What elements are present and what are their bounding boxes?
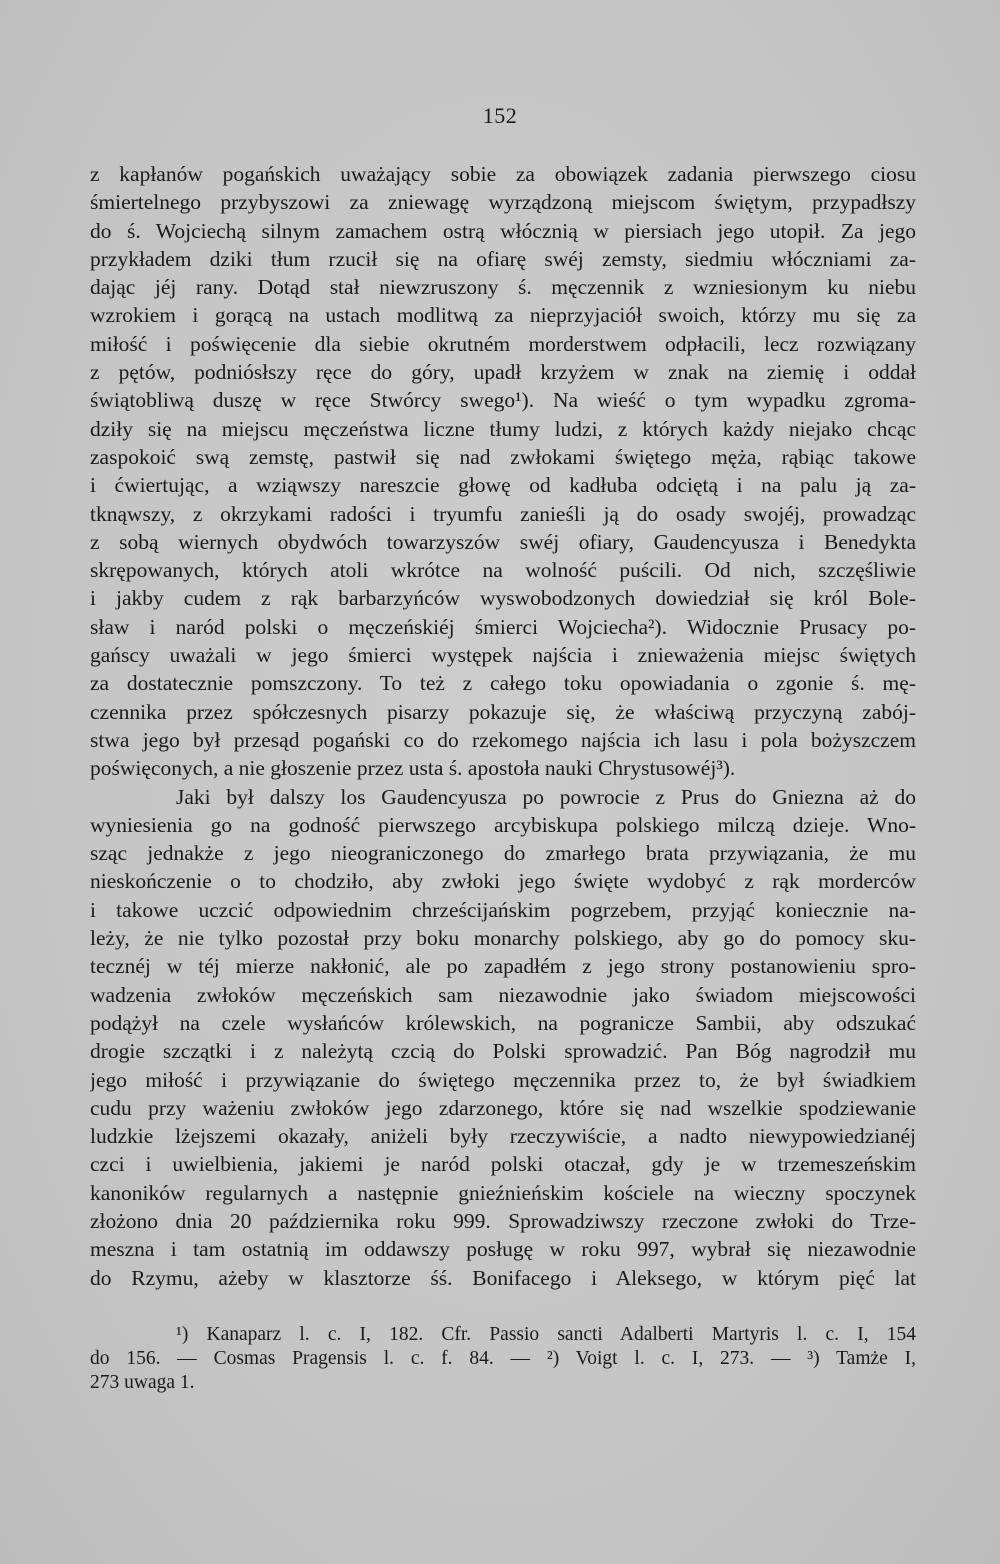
text-line: czci i uwielbienia, jakiemi je naród polski otaczał, gdy je w trzemeszeńskim: [90, 1152, 916, 1177]
text-line: do ś. Wojciechą silnym zamachem ostrą włócznią w piersiach jego utopił. Za jego: [90, 218, 916, 243]
text-line: skrępowanych, których atoli wkrótce na wolność puścili. Od nich, szczęśliwie: [90, 558, 916, 583]
text-line: sław i naród polski o męczeńskiéj śmierci Wojciecha²). Widocznie Prusacy po-: [90, 614, 916, 639]
text-line: dając jéj rany. Dotąd stał niewzruszony ś. męczennik z wzniesionym ku niebu: [90, 275, 916, 300]
text-line: świątobliwą duszę w ręce Stwórcy swego¹). Na wieść o tym wypadku zgroma-: [90, 388, 916, 413]
text-line: sząc jednakże z jego nieograniczonego do zmarłego brata przywiązania, że mu: [90, 841, 916, 866]
body-text: [90, 160, 916, 1292]
page-number: 152: [482, 103, 518, 128]
text-line: jego miłość i przywiązanie do świętego męczennika przez to, że był świadkiem: [90, 1067, 916, 1092]
text-line: do Rzymu, ażeby w klasztorze śś. Bonifacego i Aleksego, w którym pięć lat: [90, 1265, 916, 1290]
text-line: miłość i poświęcenie dla siebie okrutném morderstwem odpłacili, lecz rozwiązany: [90, 331, 916, 356]
text-line: przykładem dziki tłum rzucił się na ofiarę swéj zemsty, siedmiu włóczniami za-: [90, 246, 916, 271]
text-line: gańscy uważali w jego śmierci występek najścia i znieważenia miejsc świętych: [90, 643, 916, 668]
text-line: tecznéj w téj mierze nakłonić, ale po zapadłém z jego strony postanowieniu spro-: [90, 954, 916, 979]
text-line: z kapłanów pogańskich uważający sobie za obowiązek zadania pierwszego ciosu: [90, 162, 916, 186]
text-line: podążył na czele wysłańców królewskich, na pogranicze Sambii, aby odszukać: [90, 1010, 916, 1035]
footnote-line: do 156. — Cosmas Pragensis l. c. f. 84. — ²) Voigt l. c. I, 273. — ³) Tamże I,: [90, 1348, 916, 1369]
text-line: nieskończenie o to chodziło, aby zwłoki jego święte wydobyć z rąk morderców: [90, 869, 916, 894]
text-line: wyniesienia go na godność pierwszego arcybiskupa polskiego milczą dzieje. Wno-: [90, 812, 916, 837]
text-line: z sobą wiernych obydwóch towarzyszów swéj ofiary, Gaudencyusza i Benedykta: [90, 529, 916, 554]
text-line: tknąwszy, z okrzykami radości i tryumfu zanieśli ją do osady swojéj, prowadząc: [90, 501, 916, 526]
text-line: czennika przez spółczesnych pisarzy pokazuje się, że właściwą przyczyną zabój-: [90, 699, 916, 724]
text-line: cudu przy ważeniu zwłoków jego zdarzonego, które się nad wszelkie spodziewanie: [90, 1095, 916, 1120]
text-line: dziły się na miejscu męczeństwa liczne tłumy ludzi, z których każdy niejako chcąc: [90, 416, 916, 441]
text-line: poświęconych, a nie głoszenie przez usta ś. apostoła nauki Chrystusowéj³).: [90, 756, 736, 781]
text-line: śmiertelnego przybyszowi za zniewagę wyrządzoną miejscom świętym, przypadłszy: [90, 190, 916, 215]
text-line: zaspokoić swą zemstę, pastwił się nad zwłokami świętego męża, rąbiąc takowe: [90, 444, 916, 469]
text-line: złożono dnia 20 października roku 999. Sprowadziwszy rzeczone zwłoki do Trze-: [90, 1208, 916, 1233]
text-line: drogie szczątki i z należytą czcią do Polski sprowadzić. Pan Bóg nagrodził mu: [90, 1039, 916, 1064]
text-line: wadzenia zwłoków męczeńskich sam niezawodnie jako świadom miejscowości: [90, 982, 916, 1007]
text-line: i takowe uczcić odpowiednim chrześcijańskim pogrzebem, przyjąć koniecznie na-: [90, 897, 916, 922]
text-line: Jaki był dalszy los Gaudencyusza po powrocie z Prus do Gniezna aż do: [176, 784, 916, 809]
text-line: i ćwiertując, a wziąwszy nareszcie głowę od kadłuba odciętą i na palu ją za-: [90, 473, 916, 498]
text-line: za dostatecznie pomszczony. To też z całego toku opowiadania o zgonie ś. mę-: [90, 671, 916, 696]
text-line: z pętów, podniósłszy ręce do góry, upadł krzyżem w znak na ziemię i oddał: [90, 360, 916, 385]
text-line: kanoników regularnych a następnie gnieźnieńskim kościele na wieczny spoczynek: [90, 1180, 916, 1205]
text-line: wzrokiem i gorącą na ustach modlitwą za nieprzyjaciół swoich, którzy mu się za: [90, 303, 916, 328]
footnote-line: 273 uwaga 1.: [90, 1372, 195, 1393]
text-line: stwa jego był przesąd pogański co do rzekomego najścia ich lasu i pola bożyszczem: [90, 727, 916, 752]
footnote-line: ¹) Kanaparz l. c. I, 182. Cfr. Passio sancti Adalberti Martyris l. c. I, 154: [176, 1324, 916, 1345]
text-line: meszna i tam ostatnią im oddawszy posługę w roku 997, wybrał się niezawodnie: [90, 1237, 916, 1262]
text-line: ludzkie lżejszemi okazały, aniżeli były rzeczywiście, a nadto niewypowiedzianéj: [90, 1124, 916, 1149]
text-line: leży, że nie tylko pozostał przy boku monarchy polskiego, aby go do pomocy sku-: [90, 926, 916, 951]
footnotes: [90, 1323, 916, 1395]
text-line: i jakby cudem z rąk barbarzyńców wyswobodzonych dowiedział się król Bole-: [90, 586, 916, 611]
